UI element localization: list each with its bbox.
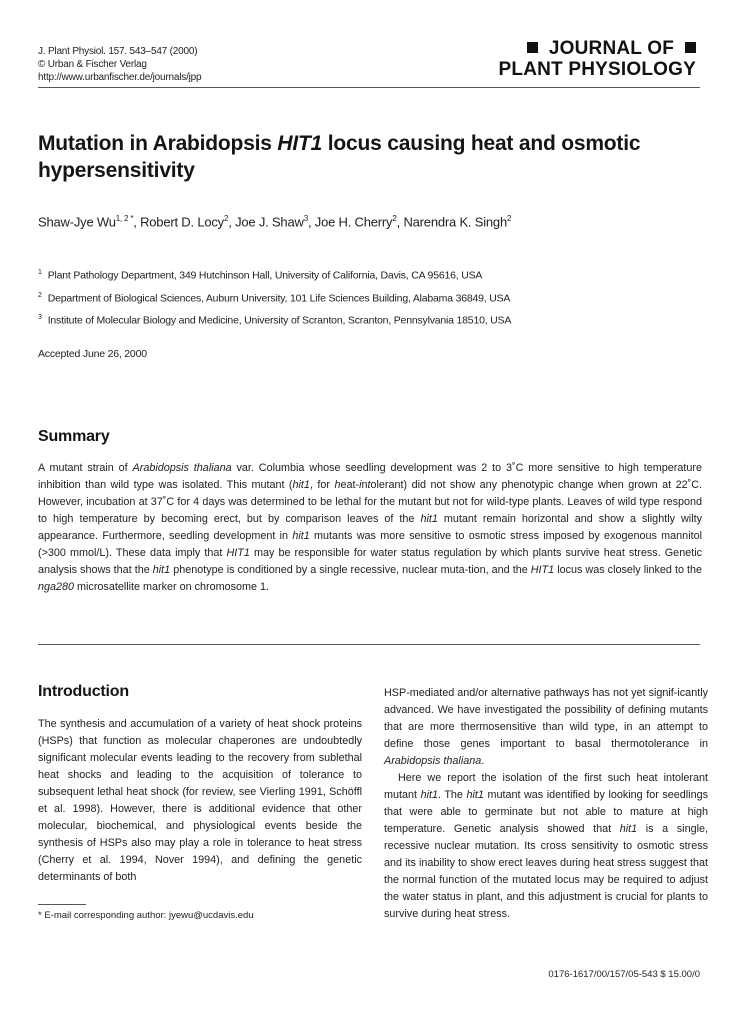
author-name: Narendra K. Singh — [403, 214, 507, 230]
summary-heading: Summary — [38, 428, 110, 445]
summary-rule — [38, 644, 700, 645]
intro-paragraph: The synthesis and accumulation of a variety of heat shock proteins (HSPs) that function as molecular chaperones are undoubtedly significant molecular events leading to the recovery from sublethal heat shocks and leading to the acquisition of tolerance to subsequent lethal heat shock (for review, see Vierling 1991, Schöffl et al. 1998). However, there is additional evidence that other molecular, biochemical, and physiological events beside the synthesis of HSPs also may play a role in tolerance to heat stress (Cherry et al. 1994, Nover 1994), and defining the genetic determinants of both — [38, 718, 362, 883]
journal-name-line1: JOURNAL OF — [548, 38, 675, 59]
journal-logo — [499, 38, 696, 80]
intro-left-column — [38, 716, 362, 886]
author-name: Shaw-Jye Wu — [38, 214, 116, 230]
author-affiliation-mark: 1, 2 * — [115, 214, 134, 223]
journal-name-line2: PLANT PHYSIOLOGY — [498, 59, 696, 80]
intro-right-column — [384, 685, 708, 923]
author-name: Joe H. Cherry — [314, 214, 393, 230]
intro-paragraph: Here we report the isolation of the first such heat intolerant mutant hit1. The hit1 mutant was identified by looking for seedlings that were able to germinate but not able to mature at high temperature. Genetic analysis showed that hit1 is a single, recessive nuclear mutation. Its cross sensitivity to osmotic stress and its inability to show erect leaves during heat stress suggest that the normal function of the mutated locus may be required to adjust the water status in plant, and this adjustment is crucial for plants to survive during heat stress. — [384, 772, 708, 920]
article-code: 0176-1617/00/157/05-543 $ 15.00/0 — [548, 969, 700, 980]
summary-text: A mutant strain of Arabidopsis thaliana var. Columbia whose seedling development was 2 to 3˚C more sensitive to high temperature inhibition than wild type was isolated. This mutant (hit1, for heat-intolerant) did not show any phenotypic change when grown at 22˚C. However, incubation at 37˚C for 4 days was determined to be lethal for the mutant but not for wild-type plants. Leaves of wild type respond to high temperature by becoming erect, but by comparison leaves of the hit1 mutant remain horizontal and show a slightly wilty appearance. Furthermore, seedling development in hit1 mutants was more sensitive to osmotic stress imposed by exogenous mannitol (>300 mmol/L). These data imply that HIT1 may be responsible for water status regulation by which plants survive heat stress. Genetic analysis shows that the hit1 phenotype is conditioned by a single recessive, nuclear muta-tion, and the HIT1 locus was closely linked to the nga280 microsatellite marker on chromosome 1. — [38, 462, 702, 593]
square-icon — [685, 42, 696, 53]
introduction-heading: Introduction — [38, 683, 129, 700]
footnote: * E-mail corresponding author: jyewu@ucdavis.edu — [38, 910, 254, 921]
author-affiliation-mark: 2 — [223, 214, 229, 223]
intro-paragraph: HSP-mediated and/or alternative pathways has not yet signif-icantly advanced. We have investigated the possibility of defining mutants that are more thermosensitive than wild type, in an attempt to define those genes important to basal thermotolerance in Arabidopsis thaliana. — [384, 687, 708, 767]
square-icon — [527, 42, 538, 53]
affiliation: $^3$ Institute of Molecular Biology and Medicine, University of Scranton, Scranton, Pennsylvania 18510, USA — [38, 314, 512, 327]
author-affiliation-mark: 2 — [392, 214, 397, 223]
footnote-rule — [38, 904, 86, 905]
journal-url[interactable]: http://www.urbanfischer.de/journals/jpp — [38, 72, 202, 83]
citation: J. Plant Physiol. 157. 543–547 (2000) — [38, 46, 198, 57]
article-title: Mutation in Arabidopsis HIT1 locus causing heat and osmotic hypersensitivity — [38, 132, 641, 182]
author-affiliation-mark: 2 — [507, 214, 512, 223]
author-list: Shaw-Jye $Wu^{1, 2 *}$, Robert D. Locy$^2$, Joe J. Shaw$^3$, Joe H. Cherry$^2$, Narendra K. Singh$^2$ — [38, 214, 512, 230]
accepted-date: Accepted June 26, 2000 — [38, 348, 147, 360]
author-name: Robert D. Locy — [140, 214, 224, 230]
author-affiliation-mark: 3 — [303, 214, 308, 223]
author-name: Joe J. Shaw — [235, 214, 304, 230]
header-rule — [38, 87, 700, 88]
affiliation-list — [38, 263, 511, 331]
affiliation: $^2$ Department of Biological Sciences, Auburn University, 101 Life Sciences Building, Alabama 36849, USA — [38, 291, 511, 304]
affiliation: $^1$ Plant Pathology Department, 349 Hutchinson Hall, University of California, Davis, CA 95616, USA — [38, 269, 483, 282]
publisher: © Urban & Fischer Verlag — [38, 59, 147, 70]
journal-citation-block — [38, 45, 201, 84]
